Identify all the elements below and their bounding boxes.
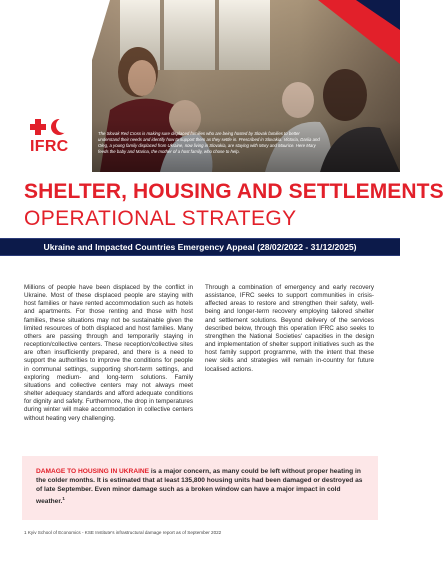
- logo-wordmark: IFRC: [30, 138, 69, 155]
- appeal-label: Ukraine and Impacted Countries Emergency Appeal (28/02/2022 - 31/12/2025): [43, 242, 357, 252]
- intro-paragraph-right: Through a combination of emergency and early recovery assistance, IFRC seeks to support communities in crisis-affected areas to restore and strengthen their safety, well-being and longer-term recovery employing tailored shelter and settlement solutions. Beyond delivery of the services described below, through this operation IFRC also seeks to strengthen the National Societies' capacities in the design and implementation of shelter support initiatives such as the host family support programme, with the intent that these new skills and strategies will remain in-country for future localised actions.: [205, 284, 374, 373]
- red-cross-icon: [30, 119, 46, 135]
- photo-caption: The Slovak Red Cross is making sure displaced families who are being hosted by Slovak families to better understand their needs and identify how to support them as they settle in. Prescribed in Slovakia. Victoria, Dariia and Oleg, a young family displaced from Ukraine, now living in Slovakia, are staying with Mary and Maurice. Here Mary feeds the baby and Marina, the mother of a host family, who chose to help.: [98, 131, 320, 154]
- appeal-banner: [0, 238, 400, 256]
- callout-footnote-ref: 1: [62, 496, 65, 501]
- page-subtitle: OPERATIONAL STRATEGY: [24, 207, 297, 230]
- damage-callout: [22, 456, 378, 520]
- red-crescent-icon: [51, 119, 67, 135]
- footnote: 1 Kyiv School of Economics - KSE Institute's infrastructural damage report as of September 2022: [24, 530, 222, 535]
- callout-highlight: DAMAGE TO HOUSING IN UKRAINE: [36, 468, 150, 475]
- page-title: SHELTER, HOUSING AND SETTLEMENTS: [24, 180, 444, 203]
- hero-photo: [0, 0, 400, 172]
- ifrc-logo: [30, 118, 78, 155]
- callout-text: is a major concern, as many could be left without proper heating in the colder months. It is estimated that at least 135,800 housing units had been damaged or destroyed as of late September. Even minor damage such as a broken window can have a major impact in cold weather.: [36, 468, 363, 506]
- intro-paragraph-left: Millions of people have been displaced by the conflict in Ukraine. Most of these displaced people are staying with host families or have rented accommodation such as hotels and apartments. For those renting and those with host families, these situations may not be sustainable given the limited resources of both displaced and host families. Many others are passing through and temporarily staying in reception/collective centers. These reception/collective sites are often insufficiently prepared, and there is a need to support the authorities to improve the conditions for people in communal settings, supporting short-term settings, and exploring medium- and long-term solutions. Family situations and collective centers may not always meet shelter adequacy standards and afford adequate conditions for dignity and safety. Furthermore, the drop in temperatures during winter will make accommodation in collective centers without heating very challenging.: [24, 284, 193, 422]
